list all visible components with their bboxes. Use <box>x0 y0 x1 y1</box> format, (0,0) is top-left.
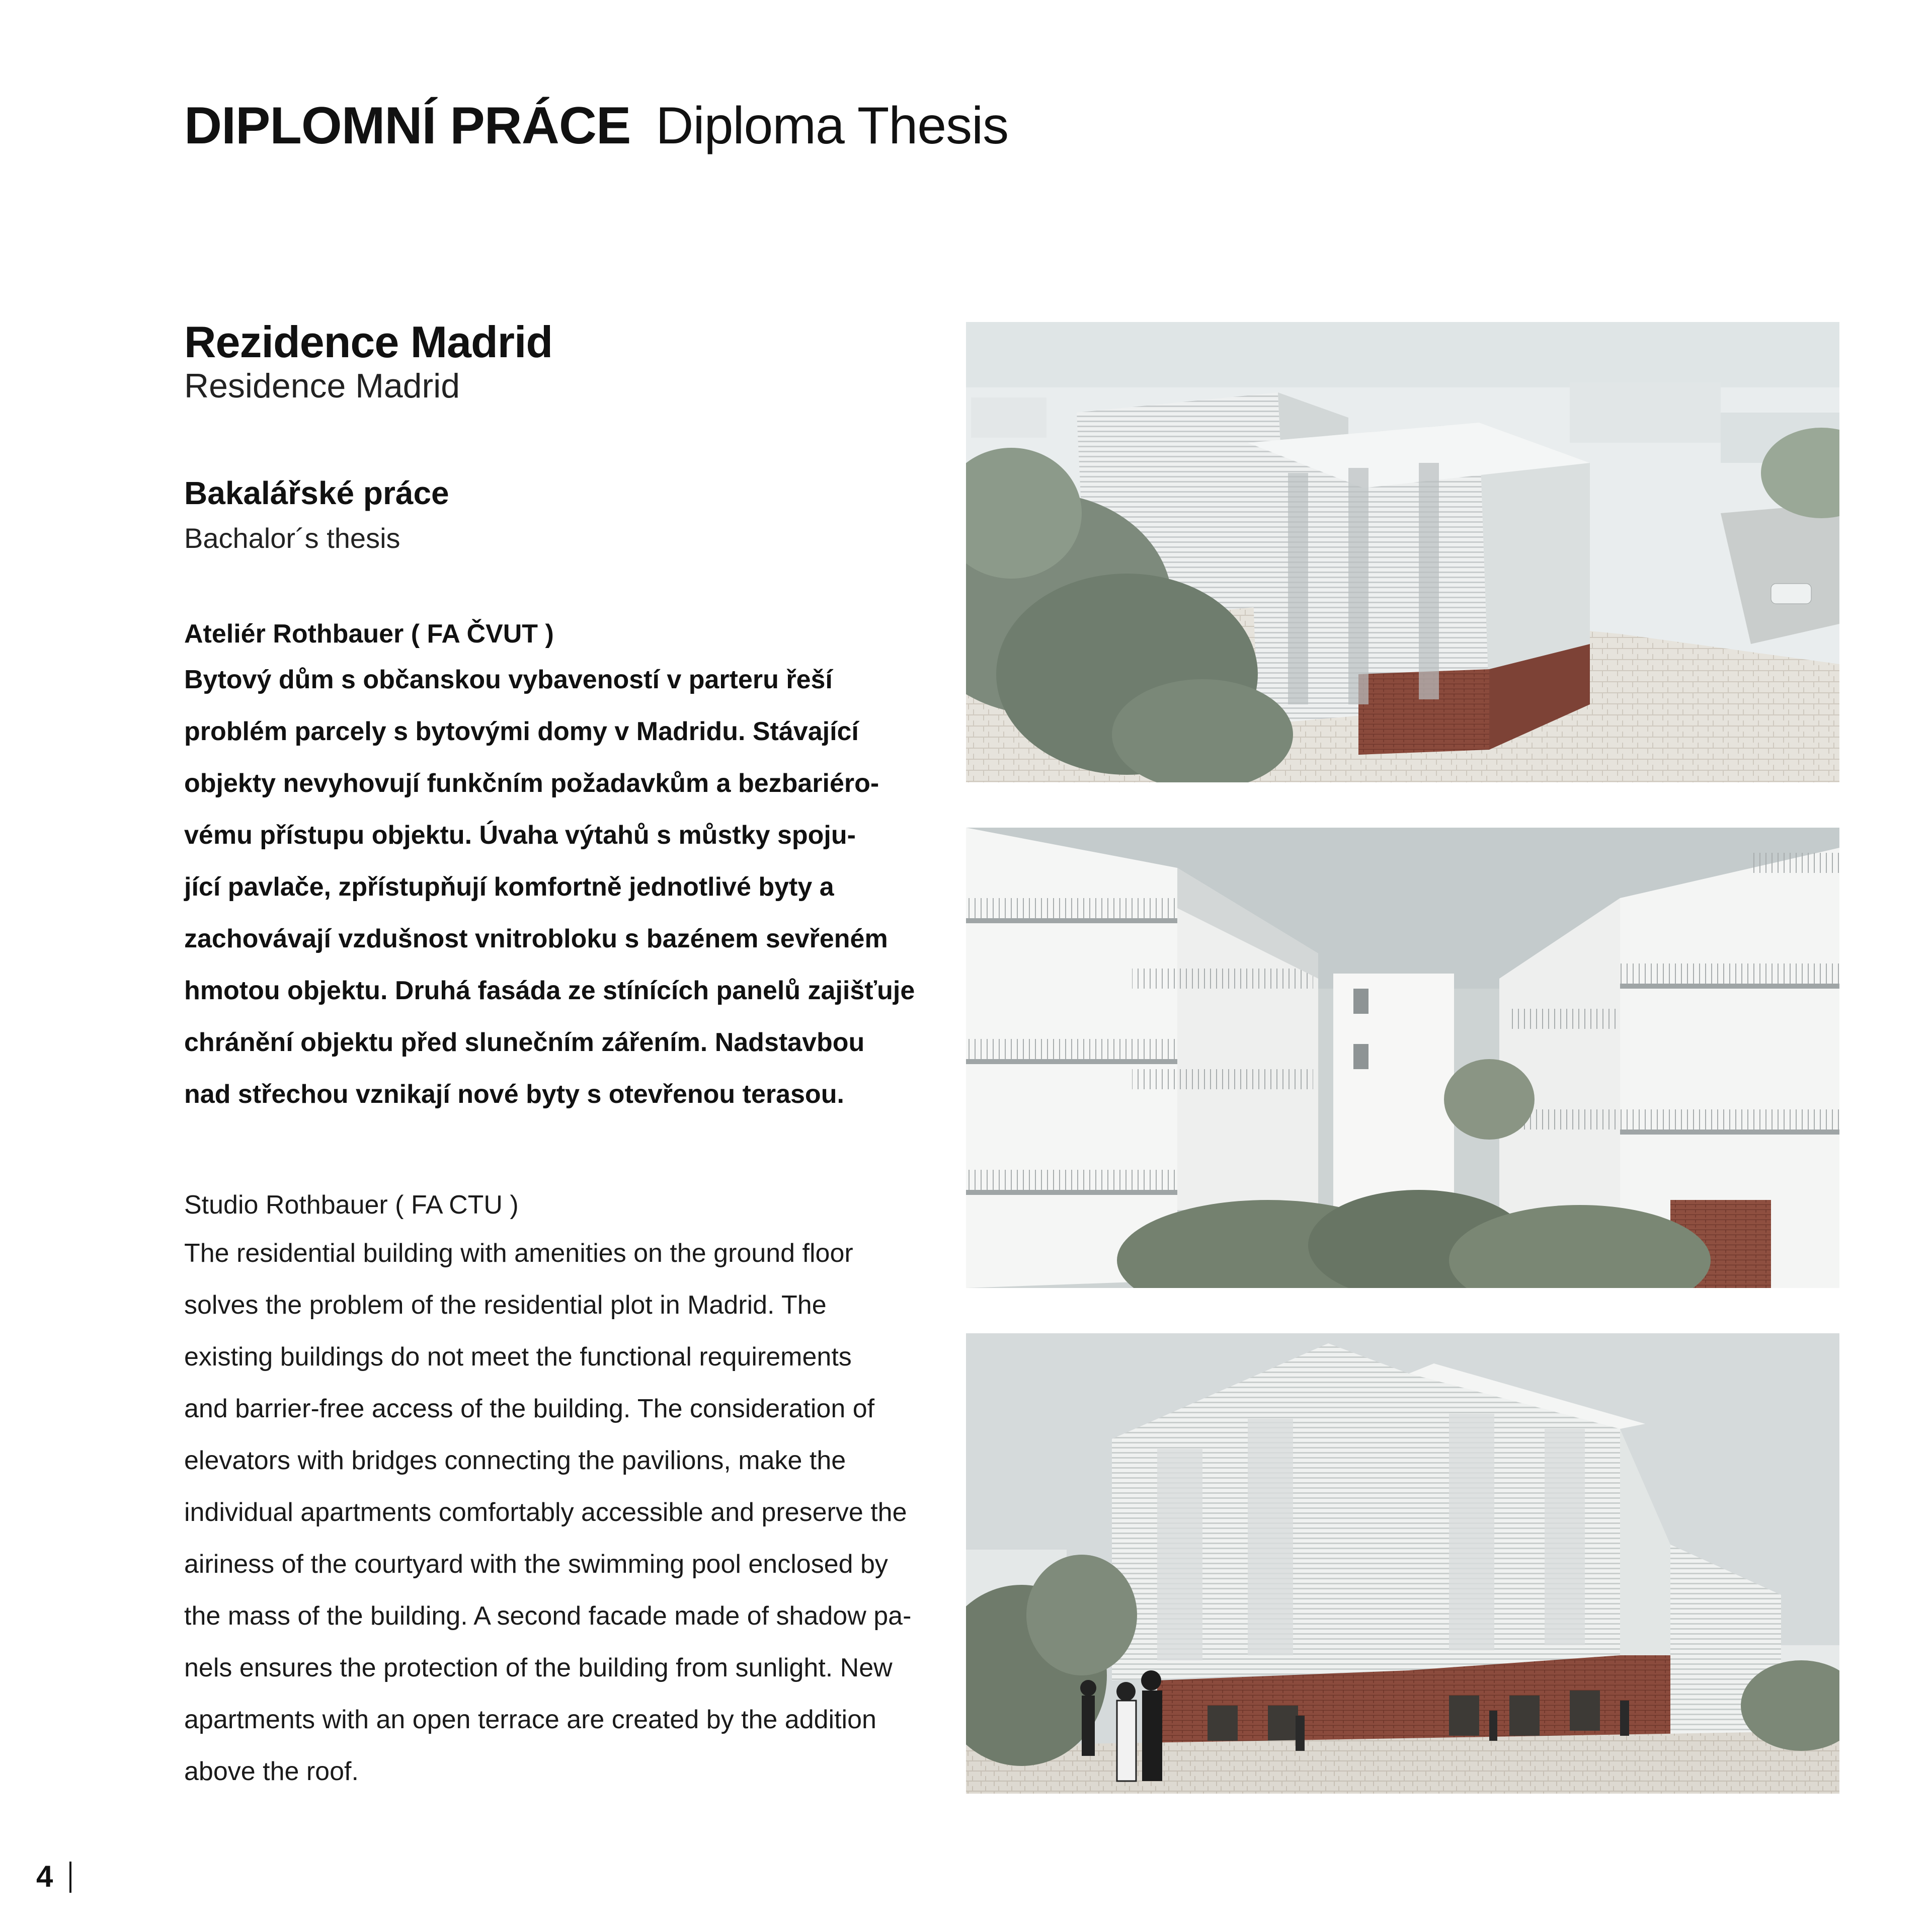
description-line: airiness of the courtyard with the swimming pool enclosed by <box>184 1550 888 1579</box>
render-aerial-view <box>966 322 1839 782</box>
description-line: individual apartments comfortably accessible and preserve the <box>184 1498 907 1527</box>
description-line: elevators with bridges connecting the pavilions, make the <box>184 1446 846 1475</box>
description-line: existing buildings do not meet the functional requirements <box>184 1342 852 1372</box>
description-cz <box>184 614 939 1120</box>
studio-name-en: Studio Rothbauer ( FA CTU ) <box>184 1190 519 1220</box>
render-courtyard-image <box>966 828 1839 1288</box>
description-line: zachovávají vzdušnost vnitrobloku s bazénem sevřeném <box>184 924 888 953</box>
description-line: objekty nevyhovují funkčním požadavkům a bezbariéro- <box>184 769 879 798</box>
render-courtyard-view <box>966 828 1839 1288</box>
render-street-view <box>966 1333 1839 1794</box>
project-title: Rezidence Madrid <box>184 317 553 367</box>
description-line: Bytový dům s občanskou vybaveností v parteru řeší <box>184 665 833 694</box>
page-number: 4 <box>36 1860 53 1893</box>
description-line: vému přístupu objektu. Úvaha výtahů s můstky spoju- <box>184 821 856 850</box>
description-line: jící pavlače, zpřístupňují komfortně jednotlivé byty a <box>184 872 834 902</box>
header-title-cz: DIPLOMNÍ PRÁCE <box>184 97 631 155</box>
work-type-title: Bakalářské práce <box>184 475 449 511</box>
description-line: The residential building with amenities on the ground floor <box>184 1239 853 1268</box>
description-line: problém parcely s bytovými domy v Madridu. Stávající <box>184 717 859 746</box>
page-number-divider <box>69 1862 71 1893</box>
header-title-en: Diploma Thesis <box>656 97 1009 155</box>
render-aerial-image <box>966 322 1839 782</box>
description-line: above the roof. <box>184 1757 359 1786</box>
studio-name-cz: Ateliér Rothbauer ( FA ČVUT ) <box>184 619 554 649</box>
document-header <box>184 96 1008 156</box>
description-en <box>184 1182 939 1798</box>
description-line: the mass of the building. A second facade made of shadow pa- <box>184 1601 912 1631</box>
work-type-subtitle: Bachalor´s thesis <box>184 522 400 554</box>
project-subtitle: Residence Madrid <box>184 367 460 405</box>
description-line: solves the problem of the residential plot in Madrid. The <box>184 1291 827 1320</box>
render-street-image <box>966 1333 1839 1794</box>
description-line: nad střechou vznikají nové byty s otevřenou terasou. <box>184 1080 844 1109</box>
description-line: apartments with an open terrace are created by the addition <box>184 1705 876 1734</box>
description-line: nels ensures the protection of the building from sunlight. New <box>184 1653 893 1682</box>
description-line: hmotou objektu. Druhá fasáda ze stínících panelů zajišťuje <box>184 976 915 1005</box>
description-line: chránění objektu před slunečním zářením. Nadstavbou <box>184 1028 865 1057</box>
description-line: and barrier-free access of the building. The consideration of <box>184 1394 875 1423</box>
